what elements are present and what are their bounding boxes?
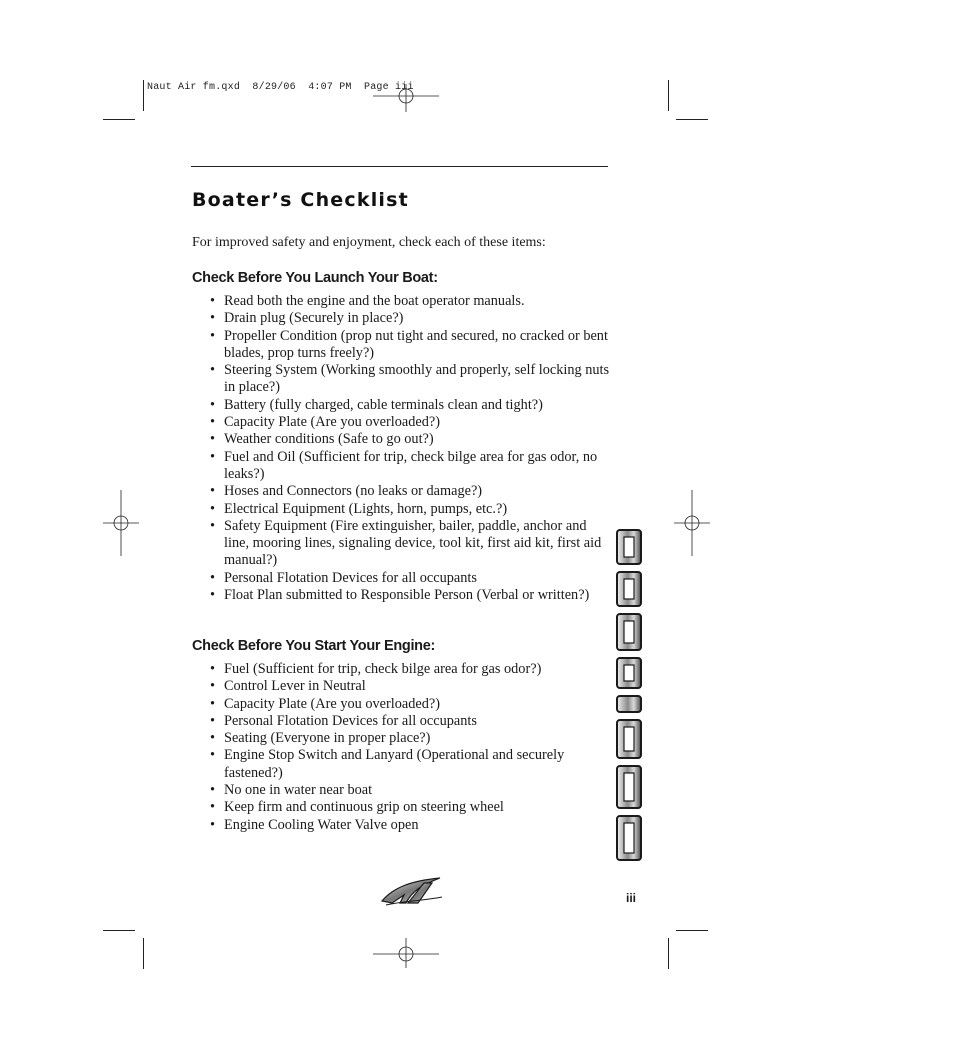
list-item: • Steering System (Working smoothly and properly, self locking nuts in place?) <box>192 362 612 397</box>
list-item: • Drain plug (Securely in place?) <box>192 310 612 327</box>
list-item: • Control Lever in Neutral <box>192 678 612 695</box>
page-number: iii <box>626 891 637 905</box>
list-item: • Weather conditions (Safe to go out?) <box>192 431 612 448</box>
crop-mark <box>676 119 708 120</box>
list-item: • Hoses and Connectors (no leaks or damage?) <box>192 483 612 500</box>
crop-mark <box>143 938 144 969</box>
list-item: • Engine Stop Switch and Lanyard (Operational and securely fastened?) <box>192 747 612 782</box>
crop-mark <box>143 80 144 111</box>
nautique-emblem-logo <box>378 875 444 907</box>
crop-mark <box>668 80 669 111</box>
crop-mark <box>103 119 135 120</box>
list-item: • Capacity Plate (Are you overloaded?) <box>192 696 612 713</box>
start-checklist <box>192 661 612 834</box>
print-slug: Naut Air fm.qxd 8/29/06 4:07 PM Page iii <box>147 82 414 93</box>
crop-mark <box>103 930 135 931</box>
page-title: Boater’s Checklist <box>192 189 409 211</box>
list-item: • Read both the engine and the boat operator manuals. <box>192 293 612 310</box>
list-item: • Safety Equipment (Fire extinguisher, bailer, paddle, anchor and line, mooring lines, signaling device, tool kit, first aid kit, first aid manual?) <box>192 518 612 570</box>
list-item: • No one in water near boat <box>192 782 612 799</box>
list-item: • Personal Flotation Devices for all occupants <box>192 713 612 730</box>
registration-mark-bottom <box>373 938 439 970</box>
list-item: • Fuel (Sufficient for trip, check bilge area for gas odor?) <box>192 661 612 678</box>
list-item: • Battery (fully charged, cable terminals clean and tight?) <box>192 397 612 414</box>
list-item: • Seating (Everyone in proper place?) <box>192 730 612 747</box>
crop-mark <box>668 938 669 969</box>
list-item: • Capacity Plate (Are you overloaded?) <box>192 414 612 431</box>
section-heading-launch: Check Before You Launch Your Boat: <box>192 270 438 286</box>
launch-checklist <box>192 293 612 604</box>
list-item: • Propeller Condition (prop nut tight and secured, no cracked or bent blades, prop turns freely?) <box>192 328 612 363</box>
list-item: • Electrical Equipment (Lights, horn, pumps, etc.?) <box>192 501 612 518</box>
list-item: • Engine Cooling Water Valve open <box>192 817 612 834</box>
crop-mark <box>676 930 708 931</box>
list-item: • Personal Flotation Devices for all occupants <box>192 570 612 587</box>
list-item: • Fuel and Oil (Sufficient for trip, check bilge area for gas odor, no leaks?) <box>192 449 612 484</box>
section-heading-start: Check Before You Start Your Engine: <box>192 638 436 654</box>
list-item: • Float Plan submitted to Responsible Person (Verbal or written?) <box>192 587 612 604</box>
registration-mark-left <box>103 490 139 556</box>
list-item: • Keep firm and continuous grip on steering wheel <box>192 799 612 816</box>
registration-mark-right <box>674 490 710 556</box>
nautique-logo <box>614 528 644 862</box>
header-rule <box>191 166 608 167</box>
intro-text: For improved safety and enjoyment, check each of these items: <box>192 235 546 250</box>
